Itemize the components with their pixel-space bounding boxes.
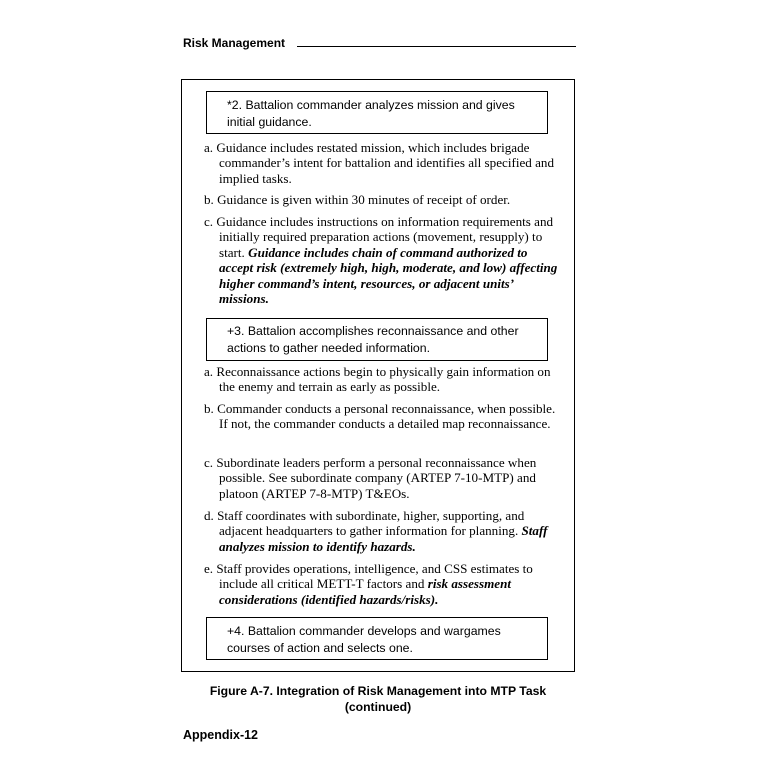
task-4-label: +4. Battalion commander develops and wargames courses of action and selects one. [227, 624, 501, 655]
task-2-item-a [204, 140, 563, 186]
task-4-box [206, 617, 548, 660]
task-3-box [206, 318, 548, 361]
task-3-label: +3. Battalion accomplishes reconnaissance and other actions to gather needed information. [227, 324, 519, 355]
caption-line-1: Figure A-7. Integration of Risk Management into MTP Task [209, 684, 547, 698]
page-number: Appendix-12 [183, 728, 259, 742]
item-text: e. Staff provides operations, intelligence, and CSS estimates to include all critical METT-T factors and [204, 561, 533, 592]
task-2-item-b [204, 192, 563, 207]
item-text: c. Subordinate leaders perform a personal reconnaissance when possible. See subordinate company (ARTEP 7-10-MTP) and platoon (ARTEP 7-8-MTP) T&EOs. [204, 455, 537, 501]
header-rule [297, 46, 576, 47]
task-3-item-c [204, 455, 563, 501]
item-text: a. Guidance includes restated mission, which includes brigade commander’s intent for battalion and identifies all specified and implied tasks. [204, 140, 554, 186]
task-2-box [206, 91, 548, 134]
figure-caption [183, 683, 573, 715]
task-3-item-e [204, 561, 563, 607]
task-2-item-c [204, 214, 563, 306]
task-3-item-d [204, 508, 563, 554]
caption-line-2: (continued) [344, 700, 412, 714]
item-text: b. Guidance is given within 30 minutes of receipt of order. [204, 192, 511, 207]
item-text: c. Guidance includes instructions on information requirements and initially required preparation actions (movement, resupply) to start. [204, 214, 554, 260]
task-3-item-b [204, 401, 563, 432]
item-text: d. Staff coordinates with subordinate, higher, supporting, and adjacent headquarters to gather information for planning. [204, 508, 525, 539]
running-head: Risk Management [183, 36, 286, 50]
item-emphasis: Staff analyzes mission to identify hazards. [219, 523, 548, 554]
task-2-label: *2. Battalion commander analyzes mission and gives initial guidance. [227, 98, 515, 129]
item-text: a. Reconnaissance actions begin to physically gain information on the enemy and terrain as early as possible. [204, 364, 551, 395]
item-text: b. Commander conducts a personal reconnaissance, when possible. If not, the commander conducts a detailed map reconnaissance. [204, 401, 556, 432]
task-3-item-a [204, 364, 563, 395]
item-emphasis: risk assessment considerations (identified hazards/risks). [219, 576, 512, 607]
item-emphasis: Guidance includes chain of command authorized to accept risk (extremely high, high, moderate, and low) affecting higher command’s intent, resources, or adjacent units’ missions. [219, 244, 558, 307]
